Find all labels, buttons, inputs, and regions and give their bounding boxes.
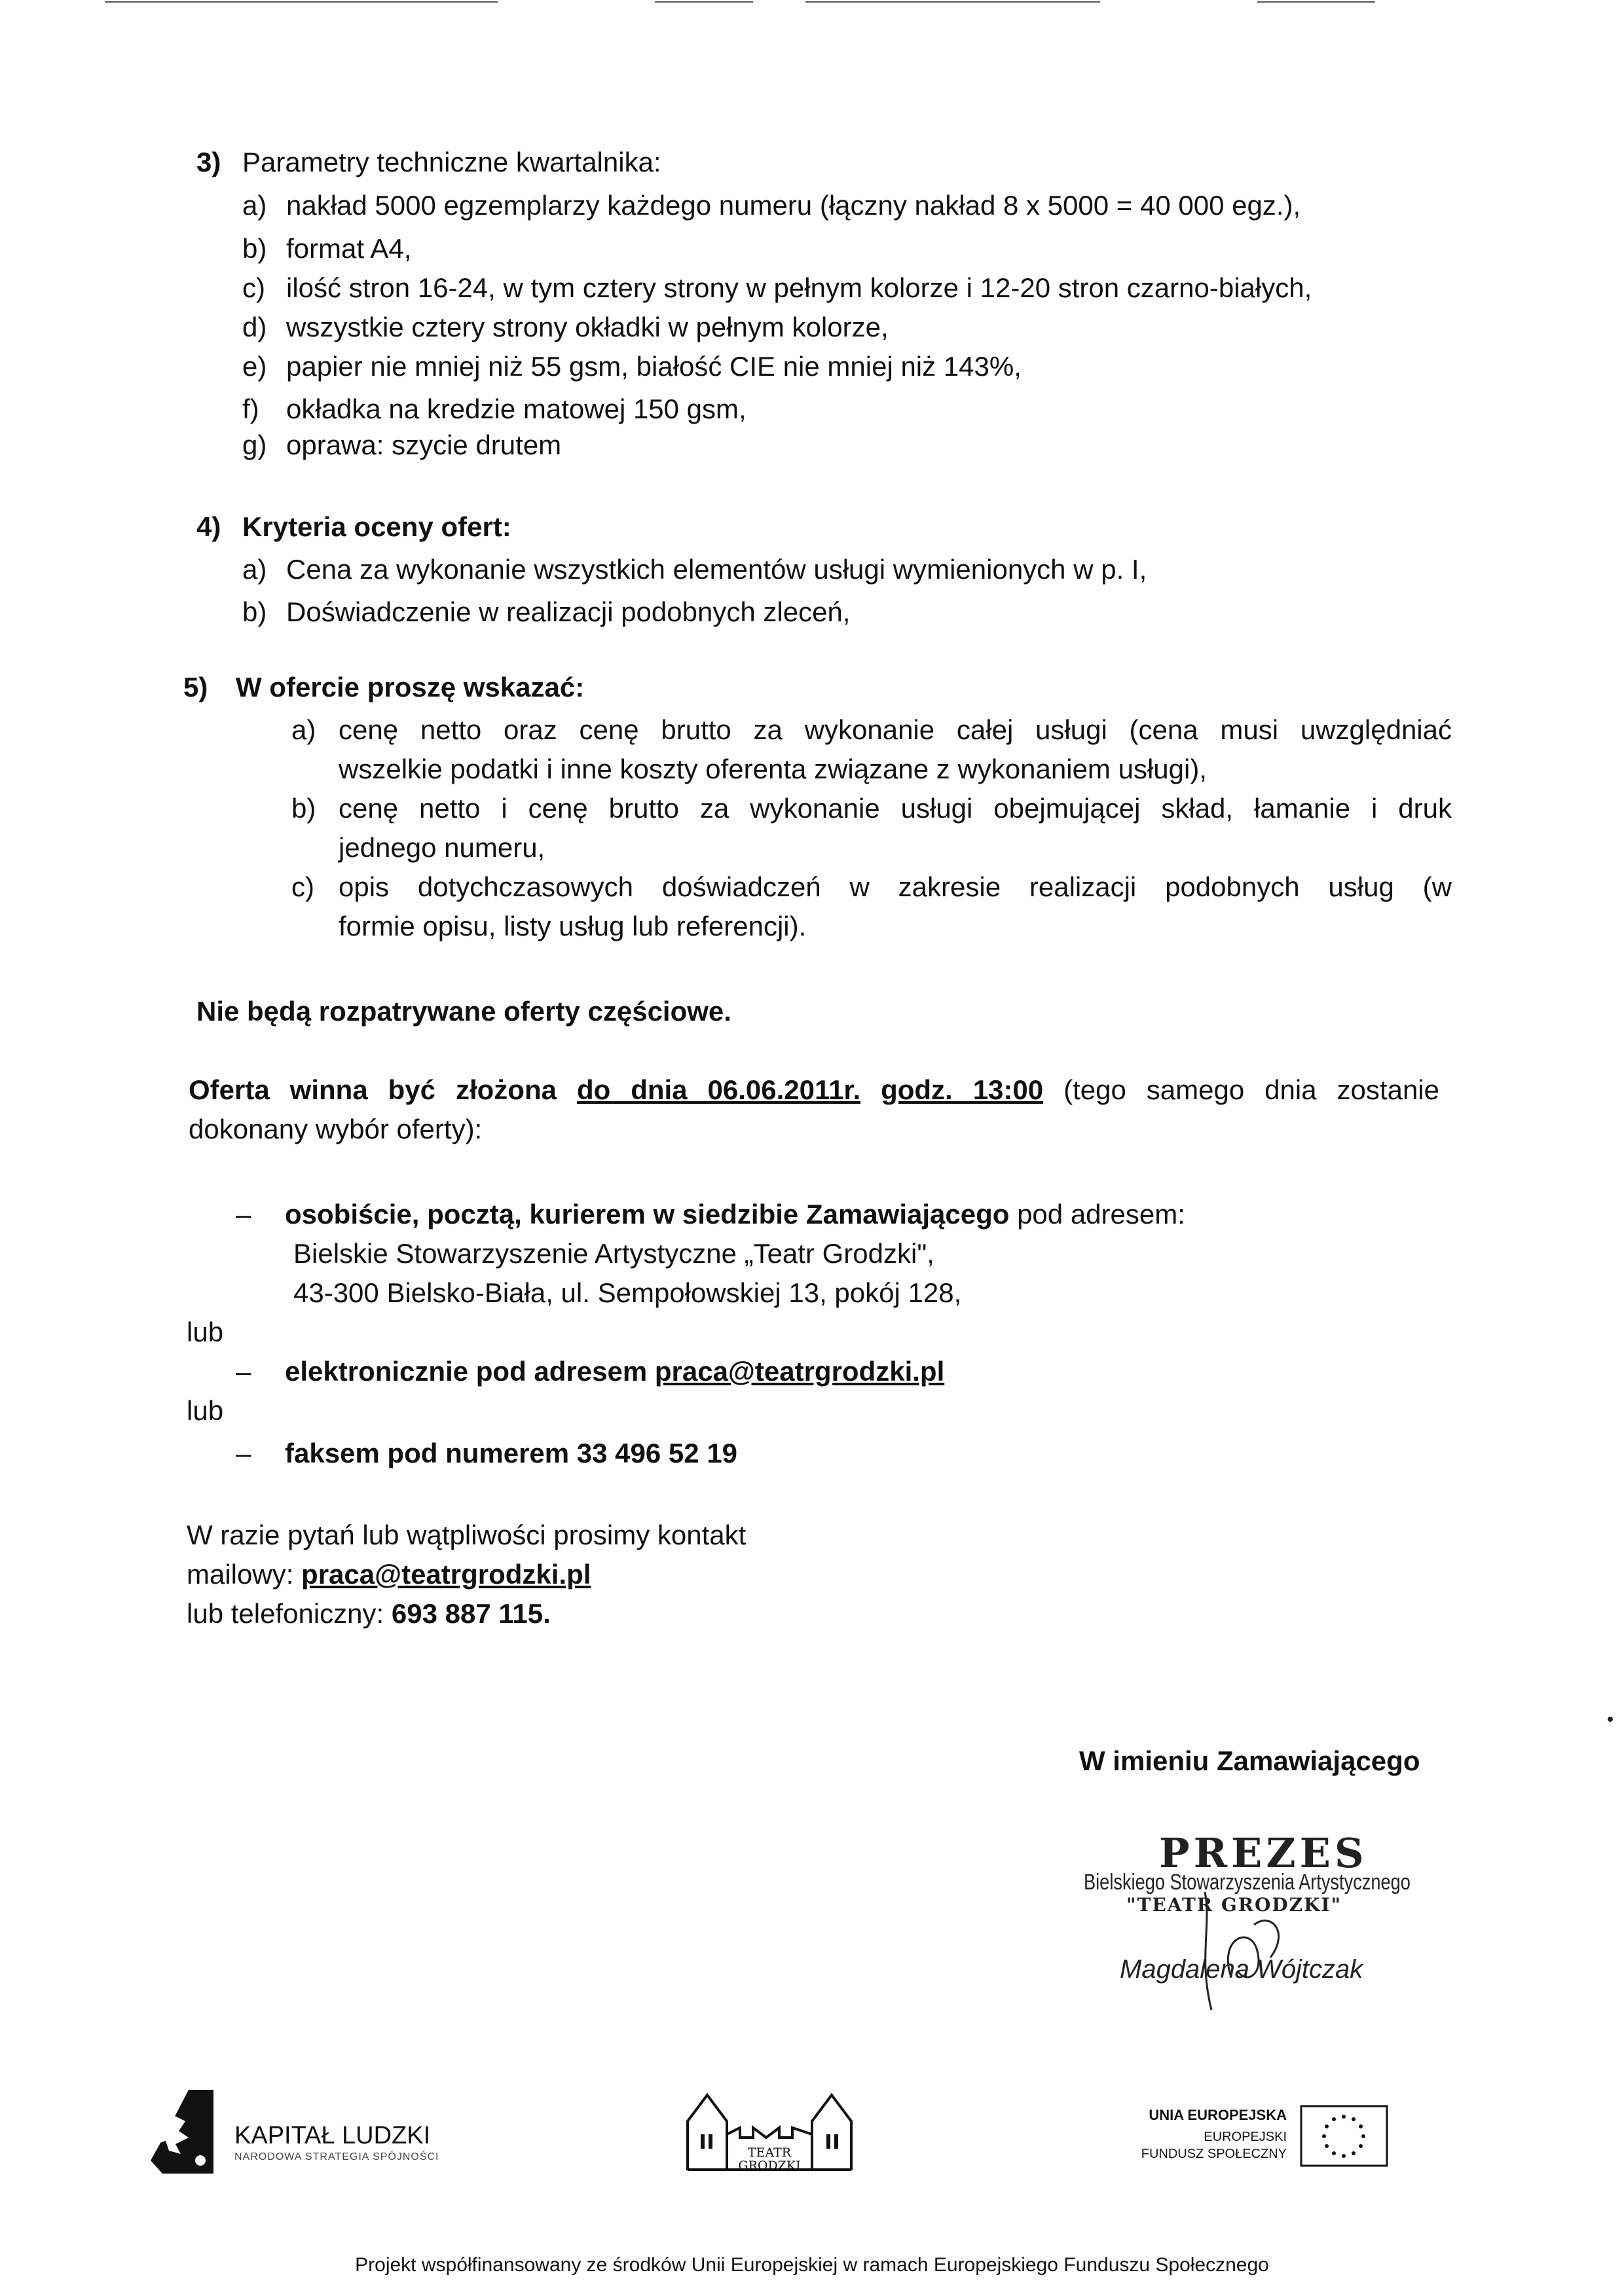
contact-phone: 693 887 115.: [391, 1598, 551, 1629]
list-item-text: papier nie mniej niż 55 gsm, białość CIE nie mniej niż 143%,: [286, 351, 1022, 382]
list-item-letter: c): [291, 871, 314, 902]
list-item-letter: a): [291, 714, 316, 745]
address-line: 43-300 Bielsko-Biała, ul. Sempołowskiej 13, pokój 128,: [293, 1277, 962, 1308]
top-border-line: [655, 1, 753, 3]
deadline-prefix: Oferta winna być złożona: [189, 1074, 557, 1105]
section-number: 5): [183, 672, 208, 702]
list-item-text: nakład 5000 egzemplarzy każdego numeru (łączny nakład 8 x 5000 = 40 000 egz.),: [286, 190, 1301, 221]
deadline-line: [189, 1070, 1439, 1110]
section-number: 3): [196, 147, 221, 177]
list-item-letter: a): [242, 554, 267, 585]
top-border-line: [105, 1, 498, 3]
list-item-text: cenę netto oraz cenę brutto za wykonanie całej usługi (cena musi uwzględniać: [339, 714, 1452, 745]
scan-dot: [1608, 1717, 1613, 1722]
list-item-text: wszystkie cztery strony okładki w pełnym kolorze,: [286, 312, 889, 342]
eu-line: FUNDUSZ SPOŁECZNY: [1141, 2147, 1287, 2161]
contact-phone-line: [187, 1594, 551, 1633]
address-line: Bielskie Stowarzyszenie Artystyczne „Teatr Grodzki",: [293, 1238, 934, 1269]
partial-offers-notice: Nie będą rozpatrywane oferty częściowe.: [196, 996, 731, 1027]
list-item-text: jednego numeru,: [339, 832, 545, 863]
list-item-letter: c): [242, 272, 265, 303]
list-dash: –: [236, 1438, 251, 1468]
submission-electronic-bold: elektronicznie pod adresem: [285, 1356, 648, 1387]
or-word: lub: [187, 1395, 224, 1426]
list-item-letter: g): [242, 429, 267, 460]
deadline-time: godz. 13:00: [881, 1074, 1044, 1105]
section-number: 4): [196, 511, 221, 542]
top-border-line: [805, 1, 1100, 3]
signature-scribble: [1192, 1886, 1297, 2016]
submission-personal-bold: osobiście, pocztą, kurierem w siedzibie Zamawiającego: [285, 1199, 1010, 1230]
contact-phone-prefix: lub telefoniczny:: [187, 1598, 384, 1629]
list-item-letter: d): [242, 312, 267, 342]
kl-subtitle: NARODOWA STRATEGIA SPÓJNOŚCI: [234, 2151, 439, 2162]
list-dash: –: [236, 1199, 251, 1230]
list-item-letter: e): [242, 351, 267, 382]
list-item-letter: f): [242, 393, 259, 424]
kapital-ludzki-logo-icon: [149, 2088, 215, 2177]
stamp-line: "TEATR GRODZKI": [1126, 1894, 1342, 1916]
stamp-line: Bielskiego Stowarzyszenia Artystycznego: [1084, 1870, 1411, 1895]
list-item-text: Cena za wykonanie wszystkich elementów usługi wymienionych w p. I,: [286, 554, 1147, 585]
submission-fax: faksem pod numerem 33 496 52 19: [285, 1438, 738, 1468]
submission-electronic: [285, 1352, 944, 1391]
list-item-text: oprawa: szycie drutem: [286, 429, 562, 460]
top-border-line: [1257, 1, 1375, 3]
footer-note: Projekt współfinansowany ze środków Unii Europejskiej w ramach Europejskiego Funduszu Społecznego: [355, 2254, 1269, 2276]
contact-mail-line: [187, 1555, 591, 1594]
or-word: lub: [187, 1317, 224, 1347]
list-item-letter: a): [242, 190, 267, 221]
list-item-text: wszelkie podatki i inne koszty oferenta związane z wykonaniem usługi),: [339, 754, 1207, 784]
list-item-text: cenę netto i cenę brutto za wykonanie usługi obejmującej skład, łamanie i druk: [339, 793, 1452, 824]
list-item-text: Doświadczenie w realizacji podobnych zleceń,: [286, 596, 851, 627]
list-item-text: formie opisu, listy usług lub referencji).: [339, 911, 807, 941]
submission-personal-rest: pod adresem:: [1017, 1199, 1185, 1230]
list-item-letter: b): [242, 596, 267, 627]
section-title: Kryteria oceny ofert:: [242, 511, 511, 542]
list-item-text: format A4,: [286, 233, 412, 264]
section-title: Parametry techniczne kwartalnika:: [242, 147, 661, 177]
submission-personal: [285, 1195, 1185, 1234]
eu-line: EUROPEJSKI: [1204, 2130, 1287, 2144]
teatr-label: TEATR GRODZKI: [738, 2145, 801, 2173]
list-dash: –: [236, 1356, 251, 1387]
contact-mail-prefix: mailowy:: [187, 1559, 294, 1590]
list-item-letter: b): [291, 793, 316, 824]
list-item-text: okładka na kredzie matowej 150 gsm,: [286, 393, 747, 424]
contact-line: W razie pytań lub wątpliwości prosimy kontakt: [187, 1520, 747, 1550]
on-behalf-label: W imieniu Zamawiającego: [1079, 1745, 1420, 1776]
list-item-text: ilość stron 16-24, w tym cztery strony w pełnym kolorze i 12-20 stron czarno-białych,: [286, 272, 1312, 303]
handwritten-signature: Magdalena Wójtczak: [1120, 1955, 1363, 1984]
email-link[interactable]: praca@teatrgrodzki.pl: [301, 1559, 591, 1590]
section-title: W ofercie proszę wskazać:: [236, 672, 585, 702]
list-item-letter: b): [242, 233, 267, 264]
stamp-title: PREZES: [1159, 1829, 1368, 1877]
eu-flag-icon: [1300, 2105, 1388, 2167]
eu-line: UNIA EUROPEJSKA: [1149, 2107, 1287, 2123]
deadline-date: do dnia 06.06.2011r.: [576, 1074, 861, 1105]
email-link[interactable]: praca@teatrgrodzki.pl: [654, 1356, 945, 1387]
kl-title: KAPITAŁ LUDZKI: [234, 2122, 431, 2149]
deadline-suffix: (tego samego dnia zostanie: [1063, 1074, 1439, 1105]
deadline-line-2: dokonany wybór oferty):: [189, 1114, 483, 1144]
list-item-text: opis dotychczasowych doświadczeń w zakresie realizacji podobnych usług (w: [339, 871, 1452, 902]
